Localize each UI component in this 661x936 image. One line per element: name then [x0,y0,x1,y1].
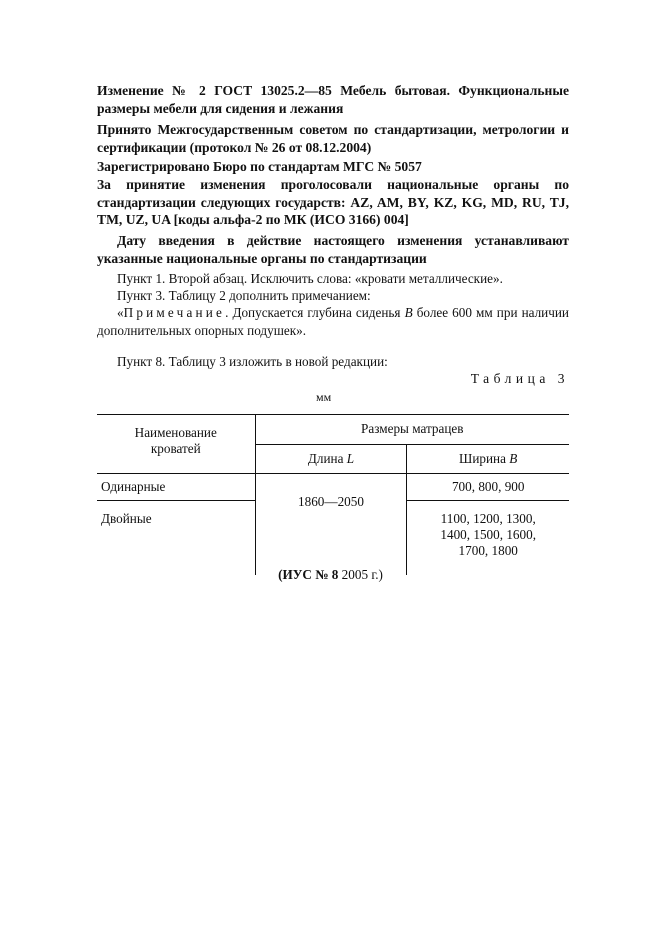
header-length-var: L [346,450,355,466]
row-width-double [407,501,569,576]
header-length-label: Длина [307,450,347,466]
source-citation-rest: 2005 г.) [338,567,383,582]
table-label: Таблица 3 [470,371,569,386]
header-mattress-sizes: Размеры матрацев [255,415,569,445]
row-width-single: 700, 800, 900 [407,474,569,501]
effective-date-statement: Дату введения в действие настоящего изменения устанавливают указанные национальные органы по стандартизации [97,233,569,266]
row-name-double: Двойные [101,511,152,526]
note-paragraph [97,304,569,339]
note-variable: B [404,305,413,320]
item-1-text: Пункт 1. Второй абзац. Исключить слова: «кровати металлические». [117,271,503,286]
adopted-statement: Принято Межгосударственным советом по стандартизации, метрологии и сертификации (протокол № 26 от 08.12.2004) [97,122,569,155]
note-text-end: более 600 мм при наличии дополнительных опорных подушек». [97,305,569,338]
header-width-var: B [509,450,518,466]
item-8-text: Пункт 8. Таблицу 3 изложить в новой редакции: [117,354,388,369]
registration-statement: Зарегистрировано Бюро по стандартам МГС № 5057 [97,159,422,174]
note-open-quote: « [117,305,124,320]
source-citation-bold: (ИУС № 8 [278,567,339,582]
voting-statement: За принятие изменения проголосовали национальные органы по стандартизации следующих государств: AZ, AM, BY, KZ, KG, MD, RU, TJ, TM, UZ, UA [коды альфа-2 по МК (ИСО 3166) 004] [97,177,569,227]
header-width-label: Ширина [459,450,510,466]
note-label: Примечание [123,305,226,320]
table-units: мм [316,390,332,404]
note-text-start: . Допускается глубина сиденья [225,305,405,320]
source-citation [0,567,661,583]
item-3-text: Пункт 3. Таблицу 2 дополнить примечанием: [117,288,371,303]
row-name-single: Одинарные [97,474,255,501]
length-value: 1860—2050 [255,474,407,576]
header-bed-name [97,415,255,474]
header-width [407,444,569,474]
mattress-sizes-table [97,414,569,575]
amendment-title: Изменение № 2 ГОСТ 13025.2—85 Мебель бытовая. Функциональные размеры мебели для сидения и лежания [97,83,569,116]
table-row [97,474,569,501]
header-bed-name-text: Наименование кроватей [134,425,217,456]
header-length [255,444,407,474]
row-width-double-text: 1100, 1200, 1300, 1400, 1500, 1600, 1700, 1800 [440,511,536,558]
